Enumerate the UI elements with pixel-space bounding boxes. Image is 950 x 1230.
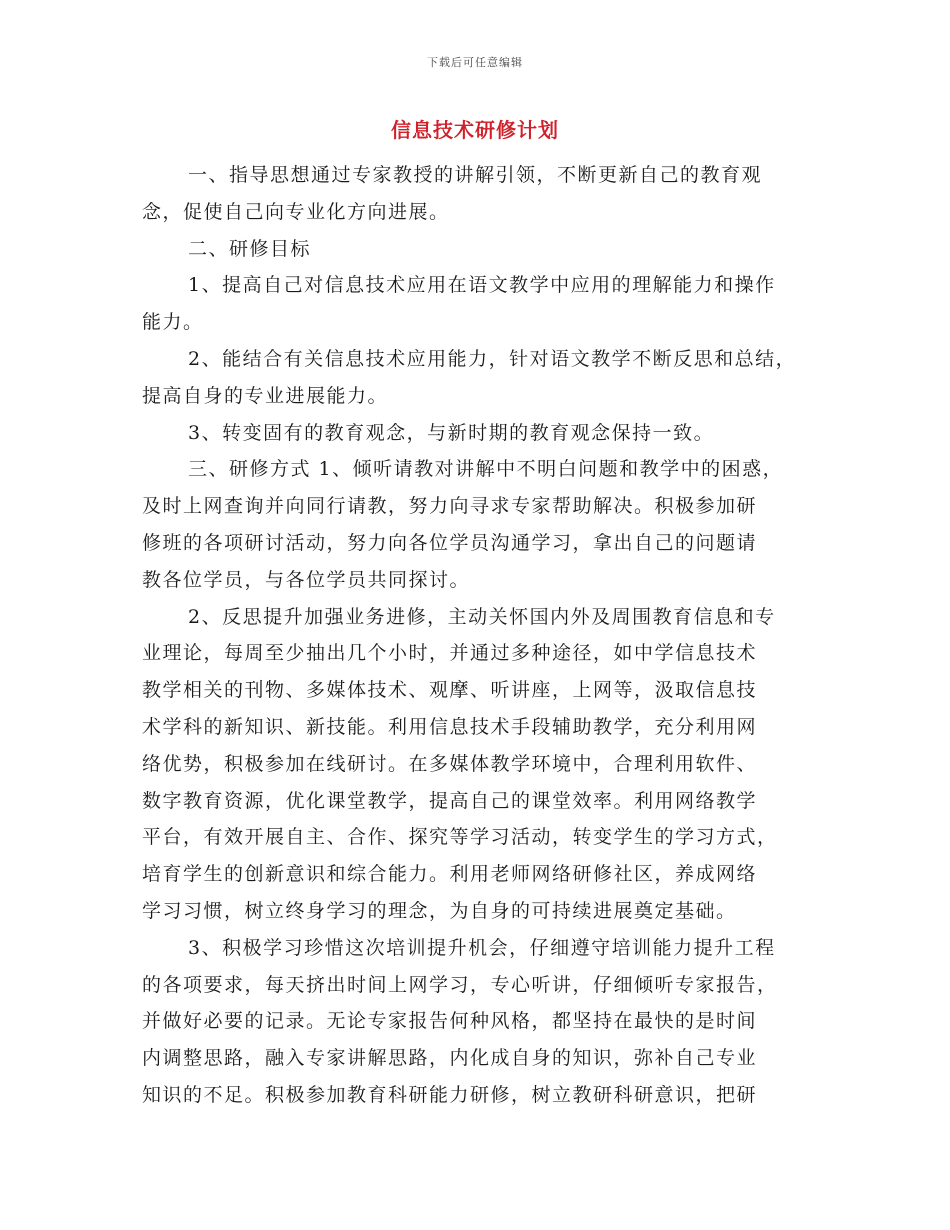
- text-line: 2、能结合有关信息技术应用能力，针对语文教学不断反思和总结，: [188, 347, 797, 370]
- document-title: 信息技术研修计划: [391, 118, 559, 142]
- text-line: 学习习惯，树立终身学习的理念，为自身的可持续进展奠定基础。: [142, 899, 737, 922]
- text-line: 3、转变固有的教育观念，与新时期的教育观念保持一致。: [188, 421, 715, 444]
- text-line: 2、反思提升加强业务进修，主动关怀国内外及周围教育信息和专: [188, 605, 776, 628]
- text-line: 教各位学员，与各位学员共同探讨。: [142, 568, 471, 591]
- text-line: 平台，有效开展自主、合作、探究等学习活动，转变学生的学习方式，: [142, 826, 778, 849]
- text-line: 及时上网查询并向同行请教，努力向寻求专家帮助解决。积极参加研: [142, 495, 758, 518]
- text-line: 三、研修方式 1、倾听请教对讲解中不明白问题和教学中的困惑，: [188, 458, 784, 481]
- document-body: [142, 157, 822, 1114]
- text-line: 能力。: [142, 311, 204, 334]
- text-line: 3、积极学习珍惜这次培训提升机会，仔细遵守培训能力提升工程: [188, 936, 776, 959]
- text-line: 修班的各项研讨活动，努力向各位学员沟通学习，拿出自己的问题请: [142, 531, 758, 554]
- page-header-note: 下载后可任意编辑: [427, 56, 523, 69]
- text-line: 教学相关的刊物、多媒体技术、观摩、听讲座，上网等，汲取信息技: [142, 679, 758, 702]
- text-line: 念，促使自己向专业化方向进展。: [142, 200, 450, 223]
- text-line: 业理论，每周至少抽出几个小时，并通过多种途径，如中学信息技术: [142, 642, 758, 665]
- text-line: 络优势，积极参加在线研讨。在多媒体教学环境中，合理利用软件、: [142, 752, 758, 775]
- text-line: 知识的不足。积极参加教育科研能力研修，树立教研科研意识，把研: [142, 1083, 758, 1106]
- text-line: 内调整思路，融入专家讲解思路，内化成自身的知识，弥补自己专业: [142, 1047, 758, 1070]
- section-heading: 二、研修目标: [188, 237, 312, 260]
- text-line: 的各项要求，每天挤出时间上网学习，专心听讲，仔细倾听专家报告，: [142, 973, 778, 996]
- text-line: 1、提高自己对信息技术应用在语文教学中应用的理解能力和操作: [188, 274, 776, 297]
- text-line: 提高自身的专业进展能力。: [142, 384, 389, 407]
- text-line: 数字教育资源，优化课堂教学，提高自己的课堂效率。利用网络教学: [142, 789, 758, 812]
- text-line: 培育学生的创新意识和综合能力。利用老师网络研修社区，养成网络: [142, 863, 758, 886]
- text-line: 一、指导思想通过专家教授的讲解引领，不断更新自己的教育观: [188, 164, 763, 186]
- text-line: 并做好必要的记录。无论专家报告何种风格，都坚持在最快的是时间: [142, 1010, 758, 1033]
- text-line: 术学科的新知识、新技能。利用信息技术手段辅助教学，充分利用网: [142, 715, 758, 738]
